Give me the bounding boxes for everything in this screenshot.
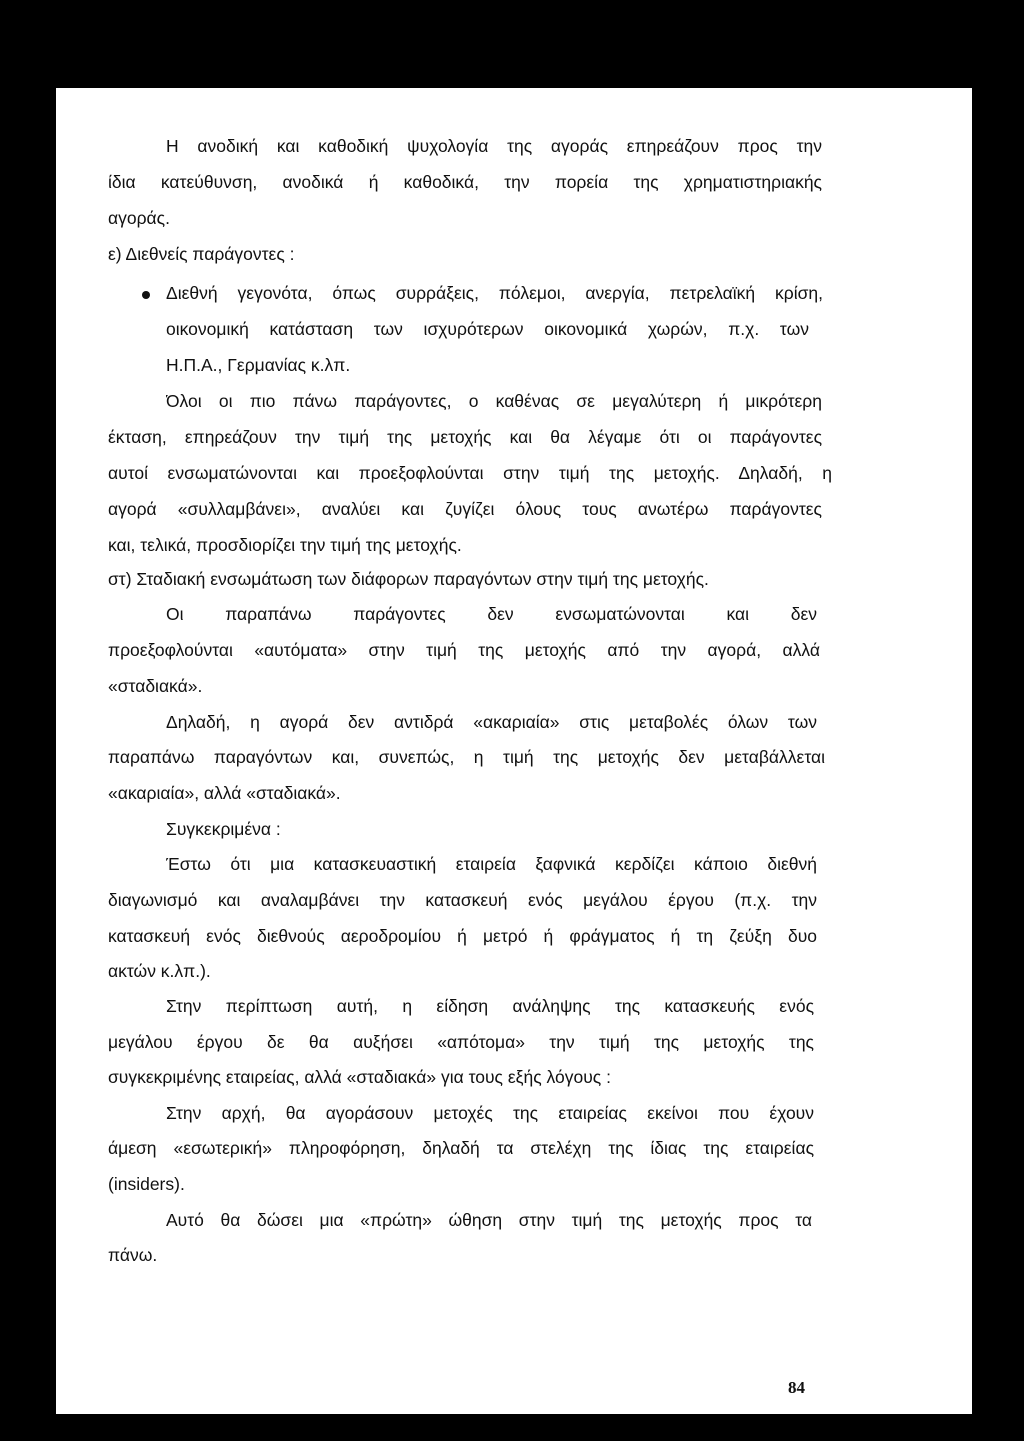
- text-line: πάνω.: [108, 1245, 158, 1265]
- text-line: ακτών κ.λπ.).: [108, 961, 211, 981]
- text-line: «σταδιακά».: [108, 676, 203, 696]
- text-line: Δηλαδή, η αγορά δεν αντιδρά «ακαριαία» στις μεταβολές όλων των: [166, 712, 817, 732]
- bullet-icon: [142, 291, 150, 299]
- text-line: «ακαριαία», αλλά «σταδιακά».: [108, 783, 341, 803]
- text-line: οικονομική κατάσταση των ισχυρότερων οικονομικά χωρών, π.χ. των: [166, 319, 809, 339]
- text-line: ίδια κατεύθυνση, ανοδικά ή καθοδικά, την πορεία της χρηματιστηριακής: [108, 172, 822, 192]
- page-number: 84: [788, 1378, 805, 1397]
- text-line: Έστω ότι μια κατασκευαστική εταιρεία ξαφνικά κερδίζει κάποιο διεθνή: [166, 854, 817, 874]
- text-line: κατασκευή ενός διεθνούς αεροδρομίου ή μετρό ή φράγματος ή τη ζεύξη δυο: [108, 926, 817, 946]
- text-line: Αυτό θα δώσει μια «πρώτη» ώθηση στην τιμή της μετοχής προς τα: [166, 1210, 812, 1230]
- text-line: έκταση, επηρεάζουν την τιμή της μετοχής και θα λέγαμε ότι οι παράγοντες: [108, 427, 822, 447]
- text-line: (insiders).: [108, 1174, 185, 1194]
- text-line: Η.Π.Α., Γερμανίας κ.λπ.: [166, 355, 351, 375]
- text-line: αυτοί ενσωματώνονται και προεξοφλούνται στην τιμή της μετοχής. Δηλαδή, η: [108, 463, 832, 483]
- text-line: αγορά «συλλαμβάνει», αναλύει και ζυγίζει όλους τους ανωτέρω παράγοντες: [108, 499, 822, 519]
- text-line: μεγάλου έργου δε θα αυξήσει «απότομα» την τιμή της μετοχής της: [108, 1032, 814, 1052]
- text-line: άμεση «εσωτερική» πληροφόρηση, δηλαδή τα στελέχη της ίδιας της εταιρείας: [108, 1138, 814, 1158]
- text-line: Στην περίπτωση αυτή, η είδηση ανάληψης της κατασκευής ενός: [166, 996, 814, 1016]
- text-line: παραπάνω παραγόντων και, συνεπώς, η τιμή της μετοχής δεν μεταβάλλεται: [108, 747, 825, 767]
- text-line: Συγκεκριμένα :: [166, 819, 281, 839]
- section-heading: στ) Σταδιακή ενσωμάτωση των διάφορων παραγόντων στην τιμή της μετοχής.: [108, 569, 709, 589]
- text-line: Στην αρχή, θα αγοράσουν μετοχές της εταιρείας εκείνοι που έχουν: [166, 1103, 814, 1123]
- section-heading: ε) Διεθνείς παράγοντες :: [108, 244, 295, 264]
- text-line: Διεθνή γεγονότα, όπως συρράξεις, πόλεμοι, ανεργία, πετρελαϊκή κρίση,: [166, 283, 823, 303]
- text-line: διαγωνισμό και αναλαμβάνει την κατασκευή ενός μεγάλου έργου (π.χ. την: [108, 890, 817, 910]
- text-line: συγκεκριμένης εταιρείας, αλλά «σταδιακά» για τους εξής λόγους :: [108, 1067, 611, 1087]
- text-line: αγοράς.: [108, 208, 170, 228]
- text-line: και, τελικά, προσδιορίζει την τιμή της μετοχής.: [108, 535, 462, 555]
- text-line: προεξοφλούνται «αυτόματα» στην τιμή της μετοχής από την αγορά, αλλά: [108, 640, 820, 660]
- text-line: Η ανοδική και καθοδική ψυχολογία της αγοράς επηρεάζουν προς την: [166, 136, 822, 156]
- text-line: Οι παραπάνω παράγοντες δεν ενσωματώνονται και δεν: [166, 604, 817, 624]
- text-line: Όλοι οι πιο πάνω παράγοντες, ο καθένας σε μεγαλύτερη ή μικρότερη: [166, 391, 822, 411]
